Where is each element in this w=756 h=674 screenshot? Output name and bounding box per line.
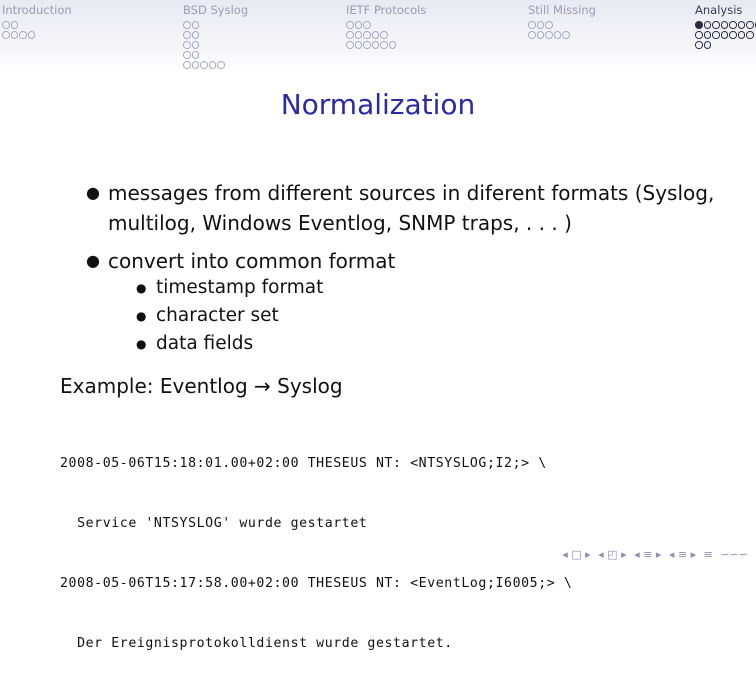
- bullet-item: [84, 246, 724, 276]
- nav-subsection-row: [346, 40, 426, 50]
- section-navigation-bar: [0, 0, 756, 72]
- nav-section-ietf-protocols[interactable]: [346, 4, 426, 50]
- bullet-marker: ●: [136, 302, 146, 330]
- frame-dot-icon[interactable]: [2, 21, 10, 29]
- bullet-marker: ●: [86, 246, 100, 276]
- bullet-text: convert into common format: [108, 249, 395, 273]
- frame-dot-icon[interactable]: [200, 61, 208, 69]
- frame-dot-icon[interactable]: [363, 31, 371, 39]
- frame-dot-icon[interactable]: [554, 31, 562, 39]
- nav-section-title: BSD Syslog: [183, 4, 248, 17]
- frame-dot-icon[interactable]: [346, 41, 354, 49]
- bullet-marker: ●: [136, 330, 146, 358]
- nav-subsection-row: [183, 30, 248, 40]
- nav-section-title: Introduction: [2, 4, 72, 17]
- frame-dot-icon[interactable]: [545, 21, 553, 29]
- frame-nav-icon[interactable]: ◂ □ ▸: [562, 548, 590, 561]
- sub-bullet-item: [132, 302, 724, 330]
- frame-dot-icon[interactable]: [355, 41, 363, 49]
- bullet-marker: ●: [86, 178, 100, 208]
- frame-dot-icon[interactable]: [355, 21, 363, 29]
- bullet-list: [84, 178, 724, 358]
- frame-dot-icon[interactable]: [209, 61, 217, 69]
- frame-dot-icon[interactable]: [183, 21, 191, 29]
- bullet-text: messages from different sources in diferent formats (Syslog, multilog, Windows Eventlog, SNMP traps, . . . ): [108, 181, 714, 235]
- frame-dot-icon[interactable]: [721, 21, 729, 29]
- frame-dot-icon[interactable]: [537, 31, 545, 39]
- sub-bullet-list: [84, 274, 724, 358]
- subsection-nav-icon[interactable]: ◂ ◰ ▸: [598, 548, 626, 561]
- nav-subsection-row: [695, 40, 756, 50]
- sub-bullet-item: [132, 330, 724, 358]
- nav-subsection-row: [528, 30, 596, 40]
- nav-subsection-row: [183, 50, 248, 60]
- frame-dot-icon[interactable]: [746, 31, 754, 39]
- frame-dot-icon[interactable]: [183, 51, 191, 59]
- nav-section-bsd-syslog[interactable]: [183, 4, 248, 70]
- code-block: [60, 414, 572, 674]
- frame-dot-icon[interactable]: [183, 61, 191, 69]
- frame-dot-icon[interactable]: [695, 41, 703, 49]
- frame-dot-icon[interactable]: [562, 31, 570, 39]
- frame-dot-icon[interactable]: [11, 21, 19, 29]
- nav-subsection-row: [695, 30, 756, 40]
- nav-subsection-row: [183, 60, 248, 70]
- nav-section-still-missing[interactable]: [528, 4, 596, 40]
- frame-dot-icon[interactable]: [11, 31, 19, 39]
- frame-dot-icon[interactable]: [721, 31, 729, 39]
- frame-dot-icon[interactable]: [192, 21, 200, 29]
- current-frame-dot-icon[interactable]: [695, 21, 703, 29]
- nav-subsection-row: [2, 30, 72, 40]
- frame-dot-icon[interactable]: [528, 21, 536, 29]
- frame-dot-icon[interactable]: [537, 21, 545, 29]
- frame-dot-icon[interactable]: [389, 41, 397, 49]
- frame-dot-icon[interactable]: [712, 21, 720, 29]
- document-nav-icon[interactable]: ◂ ≡ ▸: [669, 548, 696, 561]
- slide-title: Normalization: [0, 88, 756, 121]
- code-line: 2008-05-06T15:18:01.00+02:00 THESEUS NT: <NTSYSLOG;I2;> \: [60, 454, 572, 474]
- frame-dot-icon[interactable]: [528, 31, 536, 39]
- nav-subsection-dots[interactable]: [2, 20, 72, 40]
- frame-dot-icon[interactable]: [695, 31, 703, 39]
- frame-dot-icon[interactable]: [363, 21, 371, 29]
- frame-dot-icon[interactable]: [28, 31, 36, 39]
- frame-dot-icon[interactable]: [355, 31, 363, 39]
- frame-dot-icon[interactable]: [380, 31, 388, 39]
- appendix-nav-icon[interactable]: ≡: [704, 548, 713, 561]
- frame-dot-icon[interactable]: [729, 31, 737, 39]
- nav-subsection-row: [346, 30, 426, 40]
- code-line: Service 'NTSYSLOG' wurde gestartet: [60, 514, 572, 534]
- nav-subsection-dots[interactable]: [528, 20, 596, 40]
- nav-subsection-row: [695, 20, 756, 30]
- frame-dot-icon[interactable]: [372, 31, 380, 39]
- sub-bullet-text: data fields: [156, 333, 253, 354]
- frame-dot-icon[interactable]: [363, 41, 371, 49]
- frame-dot-icon[interactable]: [2, 31, 10, 39]
- sub-bullet-text: character set: [156, 305, 279, 326]
- frame-dot-icon[interactable]: [192, 51, 200, 59]
- nav-section-introduction[interactable]: [2, 4, 72, 40]
- code-line: 2008-05-06T15:17:58.00+02:00 THESEUS NT: <EventLog;I6005;> \: [60, 574, 572, 594]
- frame-dot-icon[interactable]: [192, 41, 200, 49]
- frame-dot-icon[interactable]: [729, 21, 737, 29]
- frame-dot-icon[interactable]: [704, 41, 712, 49]
- nav-subsection-dots[interactable]: [695, 20, 756, 50]
- nav-section-analysis[interactable]: [695, 4, 756, 50]
- frame-dot-icon[interactable]: [217, 61, 225, 69]
- frame-dot-icon[interactable]: [192, 61, 200, 69]
- code-line: Der Ereignisprotokolldienst wurde gestartet.: [60, 634, 572, 654]
- nav-subsection-row: [183, 20, 248, 30]
- nav-subsection-row: [183, 40, 248, 50]
- nav-subsection-dots[interactable]: [346, 20, 426, 50]
- sub-bullet-text: timestamp format: [156, 277, 323, 298]
- beamer-navigation-symbols: [558, 548, 748, 561]
- bullet-item: [84, 178, 724, 238]
- frame-dot-icon[interactable]: [712, 31, 720, 39]
- frame-dot-icon[interactable]: [183, 41, 191, 49]
- frame-dot-icon[interactable]: [704, 21, 712, 29]
- frame-dot-icon[interactable]: [746, 21, 754, 29]
- frame-dot-icon[interactable]: [19, 31, 27, 39]
- frame-dot-icon[interactable]: [738, 31, 746, 39]
- nav-subsection-row: [346, 20, 426, 30]
- frame-dot-icon[interactable]: [183, 31, 191, 39]
- nav-section-title: Analysis: [695, 4, 756, 17]
- frame-dot-icon[interactable]: [380, 41, 388, 49]
- frame-dot-icon[interactable]: [738, 21, 746, 29]
- frame-dot-icon[interactable]: [704, 31, 712, 39]
- bullet-marker: ●: [136, 274, 146, 302]
- frame-dot-icon[interactable]: [372, 41, 380, 49]
- nav-subsection-row: [528, 20, 596, 30]
- search-nav-icon[interactable]: ∽∽∽: [720, 548, 748, 561]
- nav-section-title: Still Missing: [528, 4, 596, 17]
- frame-dot-icon[interactable]: [192, 31, 200, 39]
- frame-dot-icon[interactable]: [346, 31, 354, 39]
- section-nav-icon[interactable]: ◂ ≡ ▸: [634, 548, 661, 561]
- example-heading: Example: Eventlog → Syslog: [60, 374, 343, 398]
- sub-bullet-item: [132, 274, 724, 302]
- nav-subsection-dots[interactable]: [183, 20, 248, 70]
- frame-dot-icon[interactable]: [346, 21, 354, 29]
- frame-dot-icon[interactable]: [545, 31, 553, 39]
- nav-section-title: IETF Protocols: [346, 4, 426, 17]
- nav-subsection-row: [2, 20, 72, 30]
